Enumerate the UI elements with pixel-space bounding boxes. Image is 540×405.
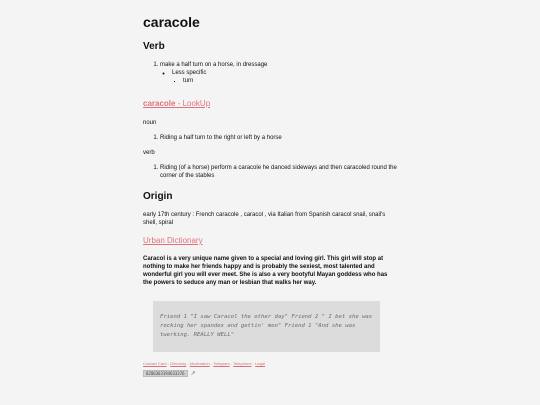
footer-separator: -	[251, 361, 256, 366]
page-title: caracole	[143, 14, 200, 30]
verb-label: verb	[143, 150, 155, 156]
noun-label: noun	[143, 120, 157, 126]
lookup-word[interactable]: caracole	[143, 99, 176, 108]
footer-badges	[143, 370, 398, 377]
origin-heading: Origin	[143, 191, 173, 202]
footer-link-telegram[interactable]: Telegram	[213, 361, 230, 366]
less-specific-label: Less specific	[172, 70, 207, 76]
footer-link-contact-card[interactable]: Contact Card	[143, 361, 167, 366]
lookup-suffix[interactable]: - LookUp	[175, 99, 211, 108]
hypernym-list	[172, 77, 398, 85]
noun-definition-item: 1. Riding a half turn to the right or left by a horse	[160, 134, 398, 142]
urban-dictionary-link[interactable]: Urban Dictionary	[143, 236, 203, 245]
footer-link-directory[interactable]: Directory	[170, 361, 187, 366]
lookup-link[interactable]	[143, 99, 398, 109]
hypernym-item: ▪ turn	[183, 77, 398, 85]
verb-definition-text: make a half turn on a horse, in dressage	[160, 62, 268, 68]
example-quote: Friend 1 "I saw Caracol the other day" Friend 2 " I bet she was rocking her spandex and gettin' men" Friend 1 "And she was twerking. REALLY WELL"	[153, 301, 380, 352]
footer-link-legal[interactable]: Legal	[255, 361, 265, 366]
footer-links	[143, 361, 398, 367]
footer-link-moderation[interactable]: Moderation	[189, 361, 210, 366]
footer-link-telephone[interactable]: Telephone	[233, 361, 252, 366]
less-specific-list	[160, 69, 398, 85]
verb-definition-list	[143, 61, 398, 85]
urban-definition: Caracol is a very unique name given to a special and loving girl. This girl will stop at nothing to make her friends happy and is probably the sexiest, most talented and wonderful girl you will ever meet. She is also a very bootyful Mayan goddess who has the powers to seduce any man or lesbian that walks her way.	[143, 256, 388, 286]
id-badge: 8286363194633376	[143, 370, 188, 377]
verb-usage-item: 1. Riding (of a horse) perform a caracole he danced sideways and then caracoled round the corner of the stables	[160, 164, 398, 180]
noun-definition-list	[143, 134, 398, 142]
footer-separator: -	[166, 361, 171, 366]
origin-text: early 17th century : French caracole , caracol , via Italian from Spanish caracol snail, snail's shell, spiral	[143, 212, 386, 226]
dictionary-page	[143, 0, 398, 377]
less-specific-item	[172, 69, 398, 85]
footer-separator: -	[209, 361, 214, 366]
verb-heading: Verb	[143, 41, 165, 52]
verb-definition-item	[160, 61, 398, 85]
external-link-icon[interactable]: ↗	[190, 370, 196, 377]
footer-separator: -	[229, 361, 234, 366]
footer-separator: -	[186, 361, 190, 366]
verb-usage-list	[143, 164, 398, 180]
